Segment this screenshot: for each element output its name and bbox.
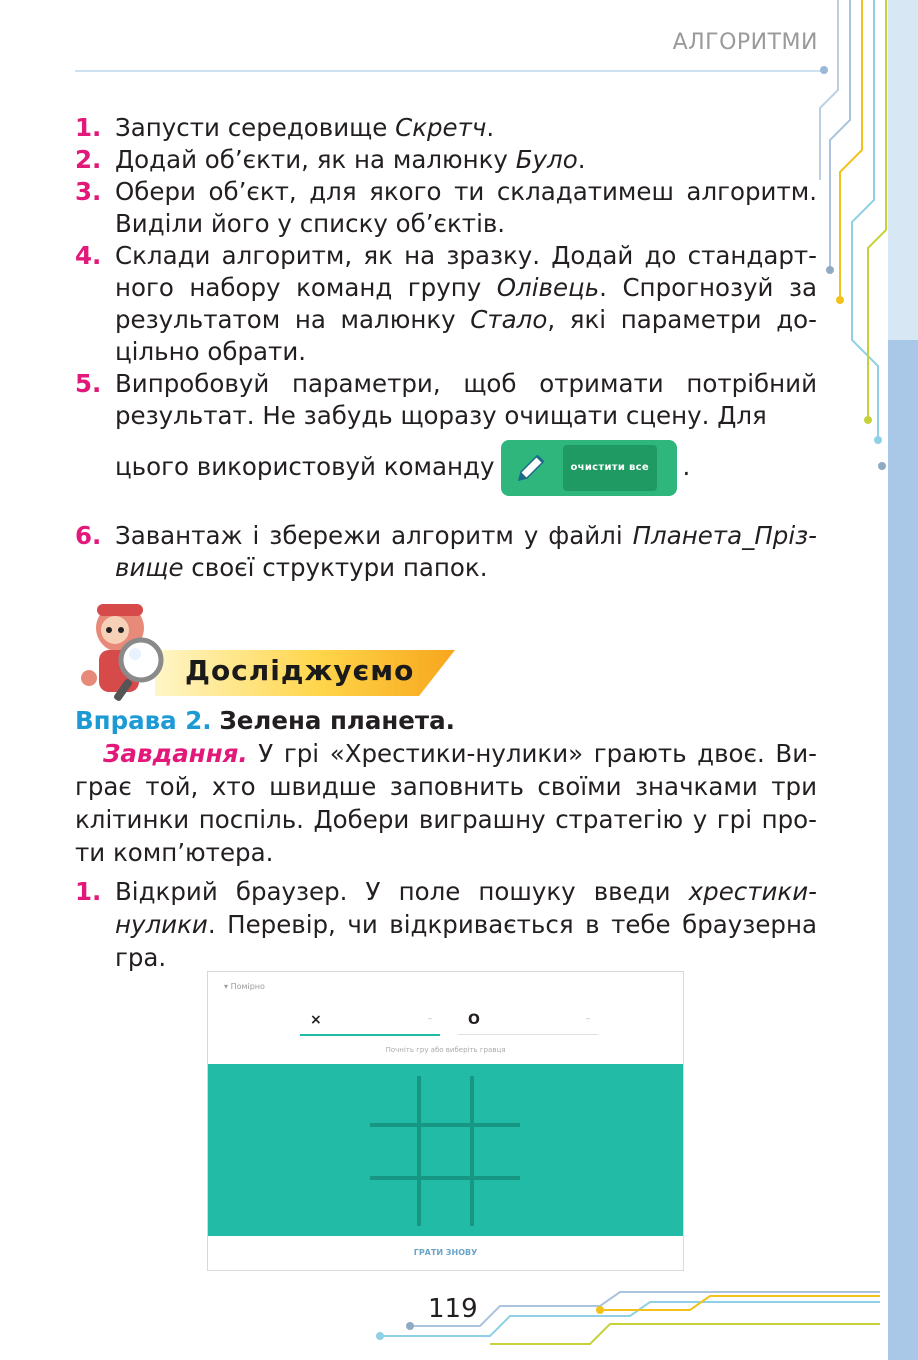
x-mark-icon: ×	[310, 1012, 322, 1028]
o-mark-icon: O	[468, 1012, 480, 1028]
mascot-magnifier-icon	[75, 598, 185, 708]
step-text	[115, 176, 817, 240]
section-title: АЛГОРИТМИ	[672, 30, 818, 55]
step-item	[75, 144, 817, 176]
exercise-task	[75, 737, 817, 869]
player-o-selector[interactable]	[458, 1010, 598, 1035]
tic-tac-toe-screenshot	[207, 971, 684, 1271]
chevron-down-icon: ▾	[224, 982, 231, 991]
header-divider-dot	[820, 66, 828, 74]
grid-line-vertical	[470, 1076, 474, 1226]
grid-line-horizontal	[370, 1176, 520, 1180]
step-6-list	[75, 520, 817, 584]
exercise-step-item	[75, 875, 817, 974]
difficulty-label: Помірно	[230, 982, 265, 991]
text-run: , які параметри до-цільно обрати.	[115, 305, 817, 366]
steps-list	[75, 112, 817, 432]
step-5-command-line	[115, 440, 817, 496]
dash-icon: –	[428, 1014, 432, 1023]
clear-all-label: очистити все	[563, 445, 657, 491]
text-run: Відкрий браузер. У поле пошуку введи	[115, 877, 689, 906]
research-label: Досліджуємо	[185, 654, 415, 687]
step-item	[75, 368, 817, 432]
exercise-title	[75, 704, 817, 737]
page-edge-band	[888, 340, 918, 1360]
step-number: 1.	[75, 113, 102, 142]
clear-all-command-block	[501, 440, 677, 496]
game-header	[208, 972, 683, 1064]
text-run: Випробовуй параметри, щоб отримати потрібний результат. Не забудь щоразу очищати сцену. Для	[115, 369, 817, 430]
step-item	[75, 112, 817, 144]
text-run: Додай об’єкти, як на малюнку	[115, 145, 516, 174]
step-text	[115, 520, 817, 584]
step-number: 3.	[75, 177, 102, 206]
italic-term: хрестики-нулики	[115, 877, 817, 939]
step-text	[115, 240, 817, 368]
step-text	[115, 112, 817, 144]
text-run: .	[486, 113, 495, 142]
grid-line-horizontal	[370, 1123, 520, 1127]
dash-icon: –	[586, 1014, 590, 1023]
exercise-name: Зелена планета.	[219, 706, 455, 735]
text-run: Обери об’єкт, для якого ти складатимеш алгоритм. Виділи його у списку об’єктів.	[115, 177, 817, 238]
game-hint: Почніть гру або виберіть гравця	[385, 1046, 506, 1054]
step-item	[75, 520, 817, 584]
player-x-selector[interactable]	[300, 1010, 440, 1036]
text-run: Запусти середовище	[115, 113, 396, 142]
page-number: 119	[428, 1294, 478, 1324]
step-number: 5.	[75, 369, 102, 398]
italic-term: Стало	[470, 305, 548, 334]
step-5-end: .	[682, 452, 691, 481]
header-divider	[75, 70, 823, 72]
text-run: .	[577, 145, 586, 174]
research-section-header	[75, 598, 475, 708]
task-text: У грі «Хрестики-нулики» грають двоє. Ви-грає той, хто швидше заповнить своїми значками три клітинки поспіль. Добери виграшну стратегію у грі про-ти комп’ютера.	[75, 739, 817, 867]
text-run: . Спрогнозуй за результатом на малюнку	[115, 273, 817, 334]
play-again-button[interactable]: ГРАТИ ЗНОВУ	[413, 1248, 478, 1257]
task-label: Завдання.	[103, 739, 248, 768]
text-run: . Перевір, чи відкривається в тебе браузерна гра.	[115, 910, 817, 972]
exercise-number: Вправа 2.	[75, 706, 212, 735]
game-board[interactable]	[208, 1064, 683, 1236]
grid-line-vertical	[417, 1076, 421, 1226]
text-run: своєї структури папок.	[183, 553, 488, 582]
italic-term: Планета_Пріз-вище	[115, 521, 817, 582]
step-item	[75, 240, 817, 368]
text-run: Завантаж і збережи алгоритм у файлі	[115, 521, 633, 550]
step-number: 2.	[75, 145, 102, 174]
difficulty-dropdown[interactable]	[224, 982, 265, 991]
exercise-block	[75, 704, 817, 974]
step-text	[115, 368, 817, 432]
step-text	[115, 144, 817, 176]
step-item	[75, 176, 817, 240]
text-run: Склади алгоритм, як на зразку. Додай до стандарт-ного набору команд групу	[115, 241, 817, 302]
pen-icon	[511, 448, 551, 488]
step-text	[115, 875, 817, 974]
italic-term: Було	[515, 145, 578, 174]
step-number: 4.	[75, 241, 102, 270]
italic-term: Скретч	[395, 113, 487, 142]
italic-term: Олівець	[496, 273, 600, 302]
step-number: 6.	[75, 521, 102, 550]
step-5-continuation: цього використовуй команду	[115, 452, 495, 481]
step-number: 1.	[75, 877, 102, 906]
